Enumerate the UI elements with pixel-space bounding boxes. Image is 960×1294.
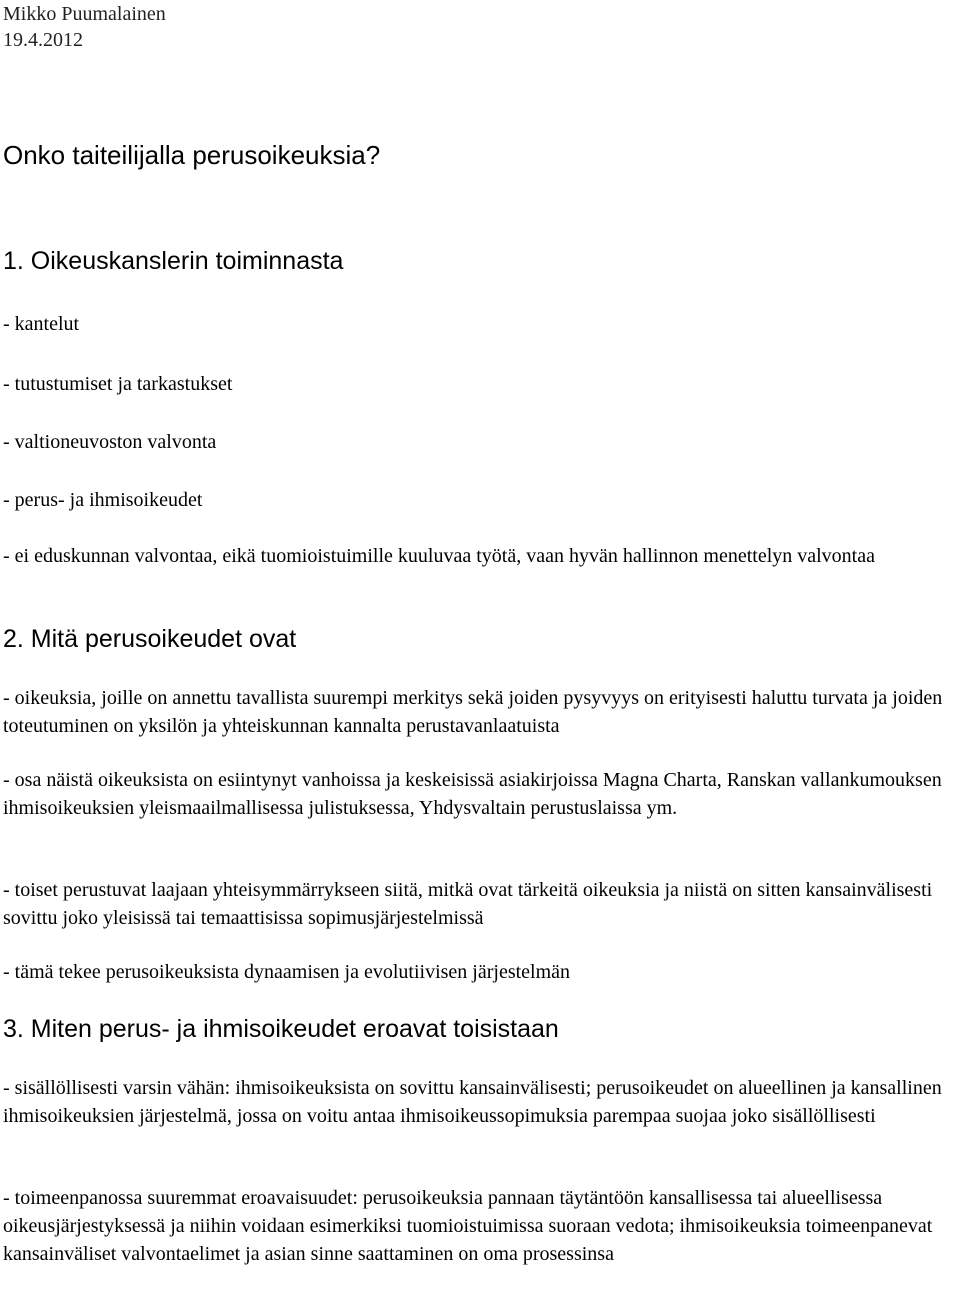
section-1-heading: 1. Oikeuskanslerin toiminnasta xyxy=(3,247,344,275)
section-2-heading: 2. Mitä perusoikeudet ovat xyxy=(3,625,297,653)
paragraph: - toiset perustuvat laajaan yhteisymmärrykseen siitä, mitkä ovat tärkeitä oikeuksia ja niistä on sitten kansainvälisesti sovittu joko yleisissä tai temaattisissa sopimusjärjestelmissä xyxy=(3,879,933,929)
list-item: - kantelut xyxy=(3,313,80,335)
paragraph: - tämä tekee perusoikeuksista dynaamisen ja evolutiivisen järjestelmän xyxy=(3,961,571,983)
page-title: Onko taiteilijalla perusoikeuksia? xyxy=(3,140,381,170)
list-item: - ei eduskunnan valvontaa, eikä tuomioistuimille kuuluvaa työtä, vaan hyvän hallinnon menettelyn valvontaa xyxy=(3,545,875,567)
list-item: - perus- ja ihmisoikeudet xyxy=(3,489,203,511)
paragraph: - sisällöllisesti varsin vähän: ihmisoikeuksista on sovittu kansainvälisesti; perusoikeudet on alueellinen ja kansallinen ihmisoikeuksien järjestelmä, jossa on voitu antaa ihmisoikeussopimuksia parempaa suojaa joko sisällöllisesti xyxy=(3,1077,942,1127)
section-3-heading: 3. Miten perus- ja ihmisoikeudet eroavat toisistaan xyxy=(3,1015,559,1043)
paragraph: - oikeuksia, joille on annettu tavallista suurempi merkitys sekä joiden pysyvyys on erityisesti haluttu turvata ja joiden toteutuminen on yksilön ja yhteiskunnan kannalta perustavanlaatuista xyxy=(3,687,943,737)
document-date: 19.4.2012 xyxy=(3,29,83,51)
list-item: - valtioneuvoston valvonta xyxy=(3,431,217,453)
paragraph: - toimeenpanossa suuremmat eroavaisuudet: perusoikeuksia pannaan täytäntöön kansallisessa tai alueellisessa oikeusjärjestyksessä ja niihin voidaan esimerkiksi tuomioistuimissa suoraan vedota; ihmisoikeuksia toimeenpanevat kansainväliset valvontaelimet ja asian sinne saattaminen on oma prosessinsa xyxy=(3,1187,933,1265)
list-item: - tutustumiset ja tarkastukset xyxy=(3,373,233,395)
author-name: Mikko Puumalainen xyxy=(3,3,166,25)
paragraph: - osa näistä oikeuksista on esiintynyt vanhoissa ja keskeisissä asiakirjoissa Magna Charta, Ranskan vallankumouksen ihmisoikeuksien yleismaailmallisessa julistuksessa, Yhdysvaltain perustuslaissa ym. xyxy=(3,769,942,819)
